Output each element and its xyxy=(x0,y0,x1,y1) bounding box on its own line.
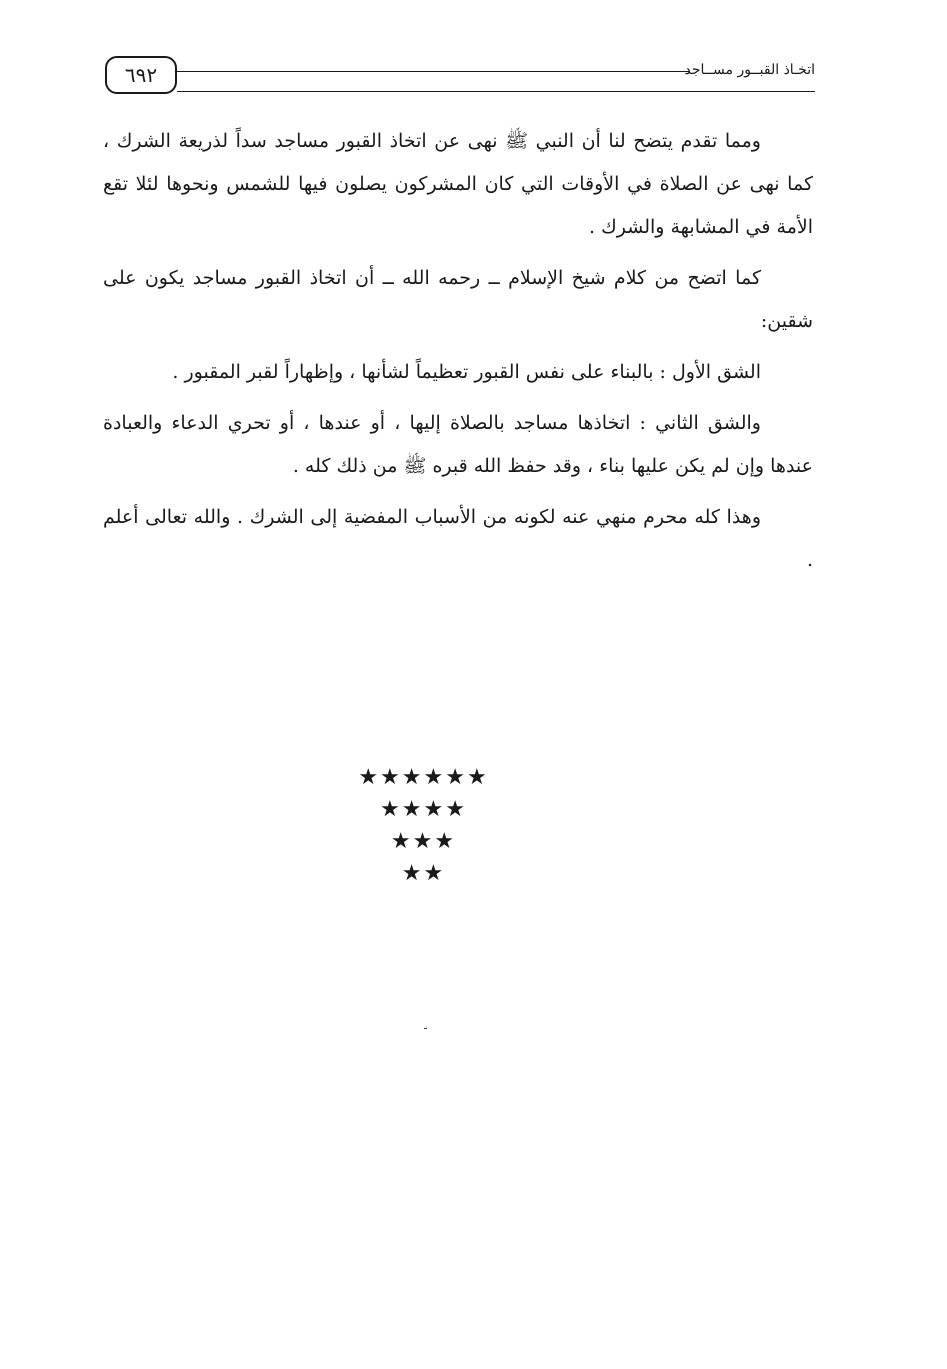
paragraph-second-aspect: والشق الثاني : اتخاذها مساجد بالصلاة إليها ، أو عندها ، أو تحري الدعاء والعبادة عندها وإن لم يكن عليها بناء ، وقد حفظ الله قبره ﷺ من ذلك كله . xyxy=(103,412,813,477)
running-title: اتخـاذ القبــور مســاجد xyxy=(684,62,815,78)
star-ornament xyxy=(0,762,847,890)
paragraph-first-aspect: الشق الأول : بالبناء على نفس القبور تعظيماً لشأنها ، وإظهاراً لقبر المقبور . xyxy=(172,361,761,383)
star-row: ★★★★★★ xyxy=(358,765,489,790)
header-rule-bottom xyxy=(177,91,815,92)
paragraph-conclusion: ومما تقدم يتضح لنا أن النبي ﷺ نهى عن اتخاذ القبور مساجد سداً لذريعة الشرك ، كما نهى عن الصلاة في الأوقات التي كان المشركون يصلون فيها للشمس ونحوها لئلا تقع الأمة في المشابهة والشرك . xyxy=(103,130,813,238)
header-rule-top xyxy=(177,71,689,72)
star-row: ★★ xyxy=(401,861,446,886)
page-header xyxy=(105,56,815,96)
body-text xyxy=(103,120,813,590)
paragraph-ruling: وهذا كله محرم منهي عنه لكونه من الأسباب المفضية إلى الشرك . والله تعالى أعلم . xyxy=(103,506,813,571)
star-row: ★★★★ xyxy=(380,797,467,822)
scan-speck xyxy=(424,1028,427,1029)
star-row: ★★★ xyxy=(390,829,457,854)
page-number: ٦٩٢ xyxy=(105,56,177,94)
paragraph-two-aspects: كما اتضح من كلام شيخ الإسلام ــ رحمه الله ــ أن اتخاذ القبور مساجد يكون على شقين: xyxy=(103,267,813,332)
